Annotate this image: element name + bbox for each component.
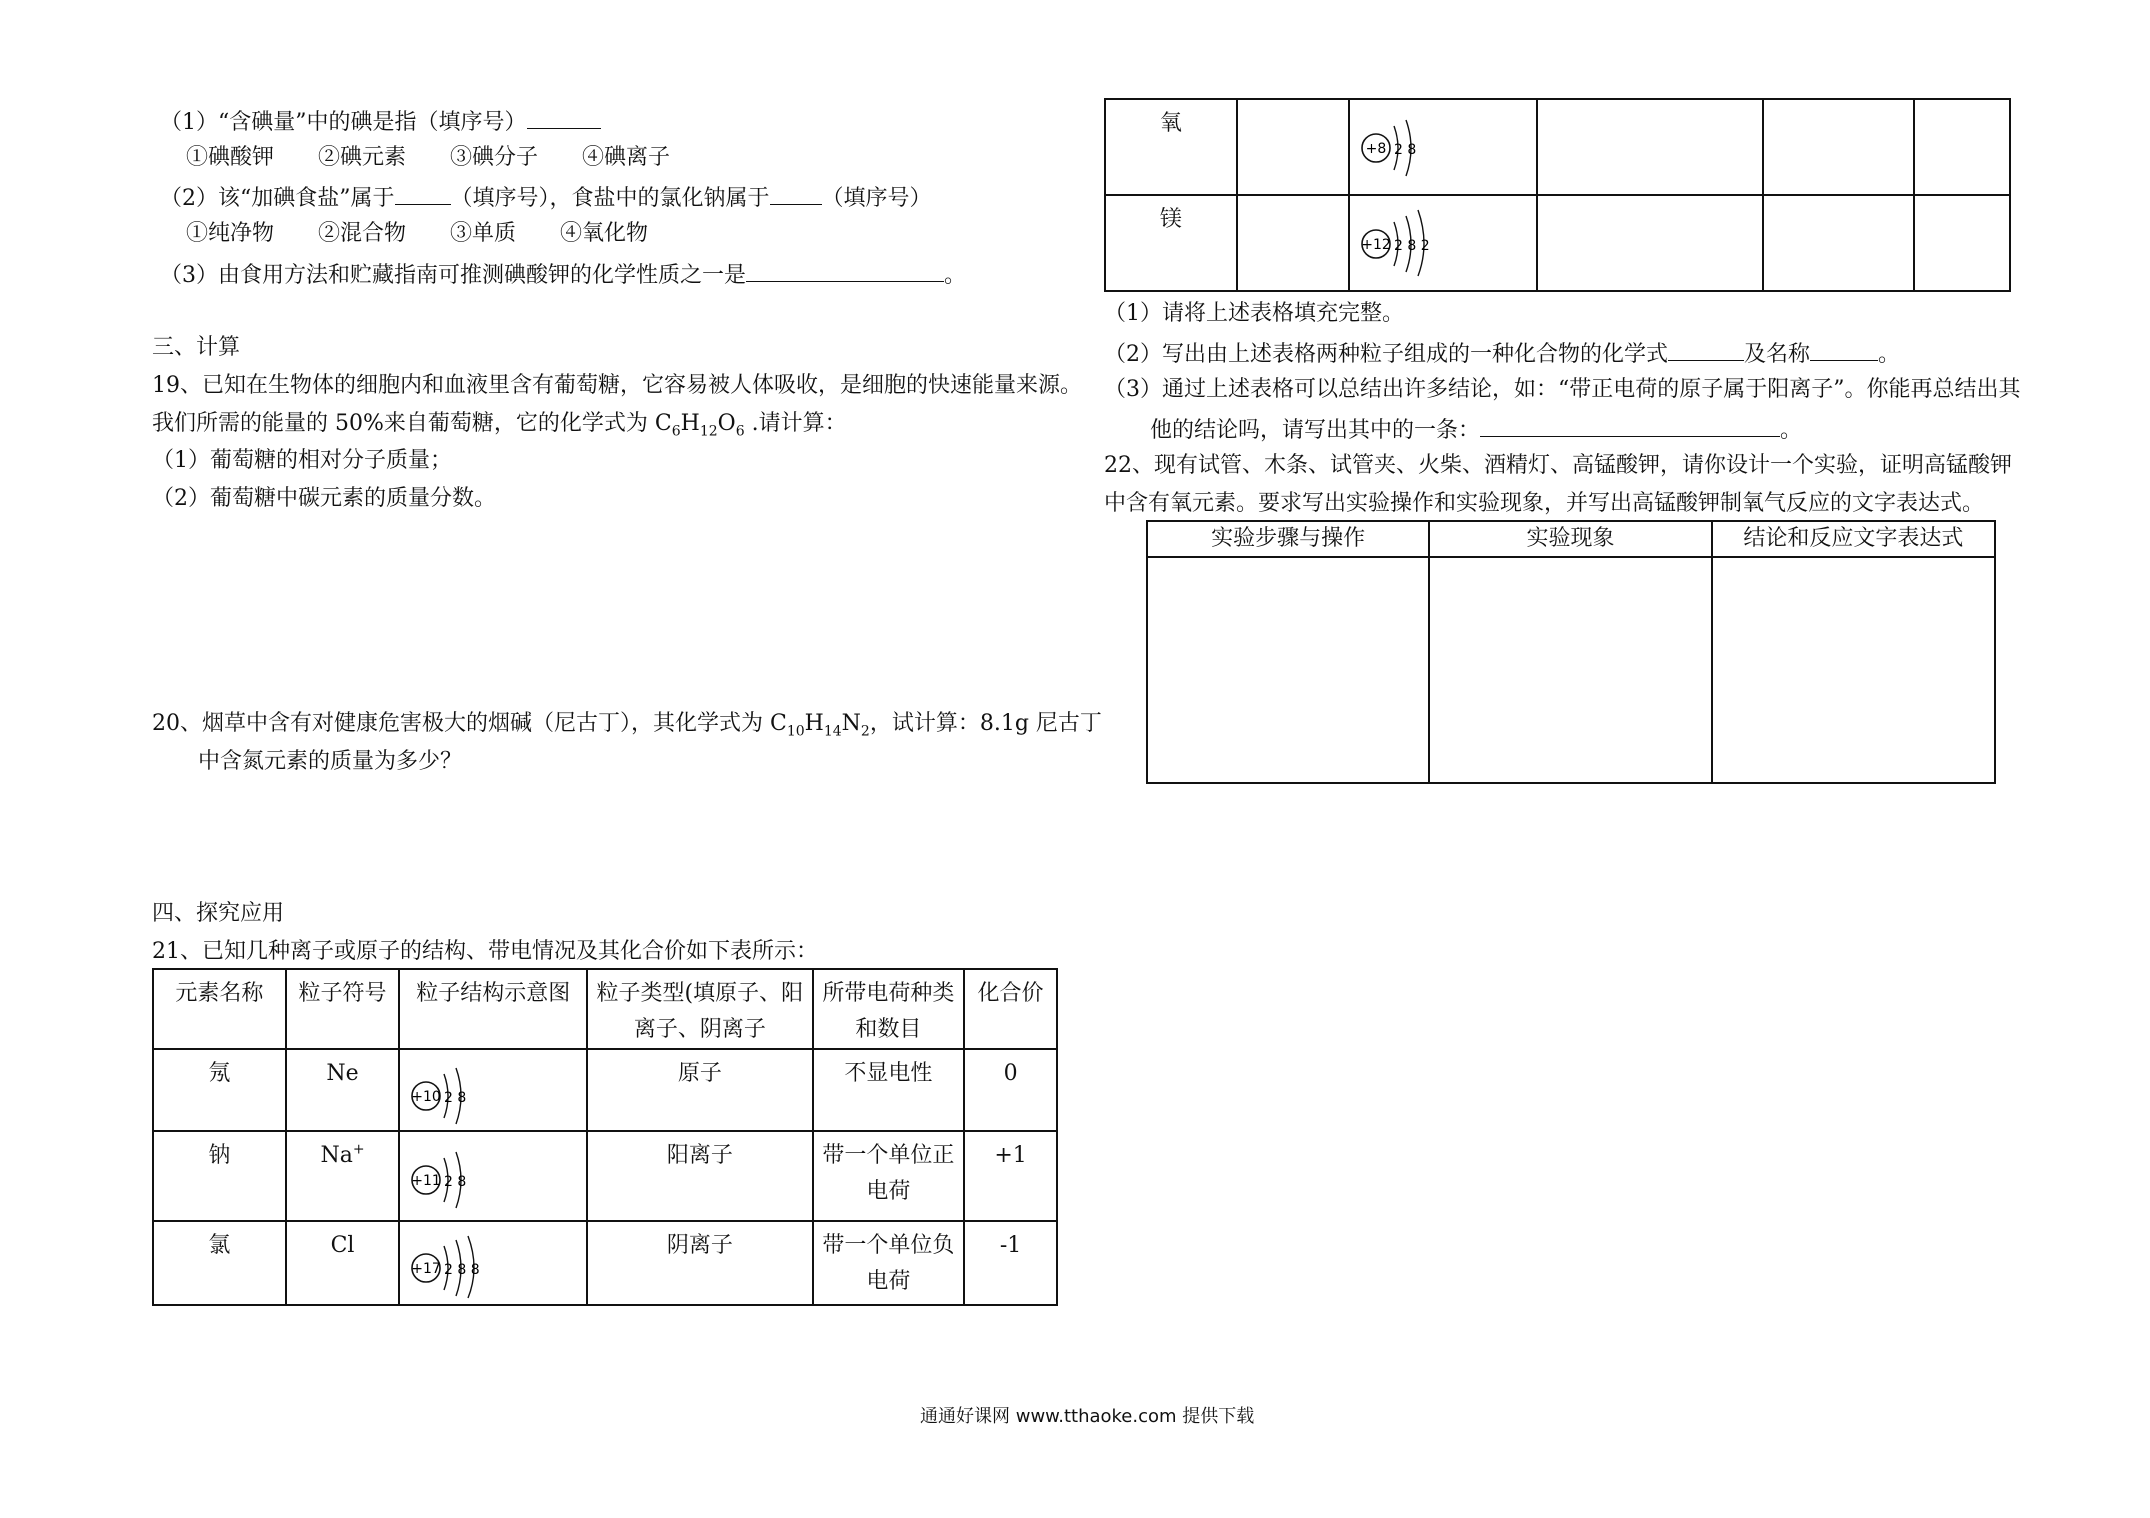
q20-line2: 中含氮元素的质量为多少？	[198, 749, 463, 774]
section-3-title: 三、计算	[152, 335, 241, 360]
answer-blank[interactable]	[1480, 414, 1780, 437]
q21-table-continued	[1104, 98, 2011, 292]
q19-line2: 我们所需的能量的 50%来自葡萄糖，它的化学式为 $C_6H_{12}O_6$ .请计算：	[152, 411, 847, 440]
answer-blank[interactable]	[1668, 338, 1744, 361]
element-name: 镁	[1105, 195, 1237, 291]
structure-diagram-cell	[1349, 195, 1537, 291]
q19-part1: （1）葡萄糖的相对分子质量；	[152, 448, 452, 473]
atom-structure-diagram	[1354, 106, 1444, 182]
svg-text:2 8: 2 8	[444, 1174, 467, 1190]
phenomenon-answer-cell[interactable]	[1429, 557, 1711, 783]
q21-table	[152, 968, 1058, 1306]
table-row	[153, 1131, 1057, 1221]
atom-structure-diagram	[404, 1138, 494, 1214]
header-charge: 所带电荷种类和数目	[813, 969, 965, 1049]
svg-text:2 8 2: 2 8 2	[1394, 238, 1431, 254]
valence: +1	[964, 1131, 1057, 1221]
element-name: 氖	[153, 1049, 286, 1131]
q18-part2: （2）该“加碘食盐”属于 （填序号），食盐中的氯化钠属于 （填序号）	[160, 182, 932, 213]
q20-line1: 20、烟草中含有对健康危害极大的烟碱（尼古丁），其化学式为 $C_{10}H_{14}N_2$，试计算：8.1g 尼古丁	[152, 711, 1102, 740]
structure-diagram-cell	[399, 1221, 587, 1305]
particle-type: 阳离子	[587, 1131, 812, 1221]
element-name: 氯	[153, 1221, 286, 1305]
valence-blank[interactable]	[1914, 99, 2010, 195]
atom-structure-diagram	[404, 1056, 494, 1126]
particle-type: 原子	[587, 1049, 812, 1131]
section-4-title: 四、探究应用	[152, 901, 285, 926]
atom-structure-diagram	[1354, 202, 1454, 278]
q18-part2-options: ①纯净物 ②混合物 ③单质 ④氧化物	[186, 221, 649, 246]
particle-symbol: Cl	[286, 1221, 400, 1305]
header-element-name: 元素名称	[153, 969, 286, 1049]
conclusion-answer-cell[interactable]	[1712, 557, 1995, 783]
structure-diagram-cell	[1349, 99, 1537, 195]
structure-diagram-cell	[399, 1049, 587, 1131]
svg-text:+12: +12	[1361, 237, 1392, 253]
charge-blank[interactable]	[1763, 99, 1915, 195]
header-procedure: 实验步骤与操作	[1147, 521, 1429, 557]
table-header-row	[153, 969, 1057, 1049]
table-row	[153, 1049, 1057, 1131]
q21-part1: （1）请将上述表格填充完整。	[1104, 301, 1404, 326]
valence: -1	[964, 1221, 1057, 1305]
q19-part2: （2）葡萄糖中碳元素的质量分数。	[152, 486, 496, 511]
svg-text:+10: +10	[411, 1089, 442, 1105]
charge: 带一个单位正电荷	[813, 1131, 965, 1221]
q19-line1: 19、已知在生物体的细胞内和血液里含有葡萄糖，它容易被人体吸收，是细胞的快速能量来源。	[152, 373, 1082, 398]
svg-text:+17: +17	[411, 1261, 442, 1277]
q22-line1: 22、现有试管、木条、试管夹、火柴、酒精灯、高锰酸钾，请你设计一个实验，证明高锰酸钾	[1104, 453, 2012, 478]
valence-blank[interactable]	[1914, 195, 2010, 291]
q21-part3-line2: 他的结论吗，请写出其中的一条： 。	[1150, 414, 1802, 445]
charge: 不显电性	[813, 1049, 965, 1131]
structure-diagram-cell	[399, 1131, 587, 1221]
q21-part3-line1: （3）通过上述表格可以总结出许多结论，如：“带正电荷的原子属于阳离子”。你能再总结出其	[1104, 377, 2021, 402]
svg-text:2 8: 2 8	[1394, 142, 1417, 158]
answer-blank[interactable]	[770, 182, 822, 205]
svg-text:2 8: 2 8	[444, 1090, 467, 1106]
charge: 带一个单位负电荷	[813, 1221, 965, 1305]
charge-blank[interactable]	[1763, 195, 1915, 291]
answer-blank[interactable]	[395, 182, 451, 205]
answer-blank[interactable]	[1810, 338, 1878, 361]
element-name: 钠	[153, 1131, 286, 1221]
answer-blank[interactable]	[746, 259, 944, 282]
table-row	[1147, 557, 1995, 783]
q21-intro: 21、已知几种离子或原子的结构、带电情况及其化合价如下表所示：	[152, 939, 818, 964]
valence: 0	[964, 1049, 1057, 1131]
header-valence: 化合价	[964, 969, 1057, 1049]
header-particle-symbol: 粒子符号	[286, 969, 400, 1049]
header-phenomenon: 实验现象	[1429, 521, 1711, 557]
table-row	[1105, 99, 2010, 195]
table-row	[153, 1221, 1057, 1305]
procedure-answer-cell[interactable]	[1147, 557, 1429, 783]
q18-part3: （3）由食用方法和贮藏指南可推测碘酸钾的化学性质之一是 。	[160, 259, 966, 290]
footer-source: 通通好课网 www.tthaoke.com 提供下载	[920, 1406, 1255, 1427]
atom-structure-diagram	[404, 1228, 504, 1300]
answer-blank[interactable]	[527, 106, 601, 129]
q22-line2: 中含有氧元素。要求写出实验操作和实验现象，并写出高锰酸钾制氧气反应的文字表达式。	[1104, 491, 1985, 516]
header-structure-diagram: 粒子结构示意图	[399, 969, 587, 1049]
q21-part2: （2）写出由上述表格两种粒子组成的一种化合物的化学式 及名称 。	[1104, 338, 1900, 369]
q18-part1-options: ①碘酸钾 ②碘元素 ③碘分子 ④碘离子	[186, 145, 671, 170]
svg-text:+8: +8	[1366, 141, 1387, 157]
svg-text:2 8 8: 2 8 8	[444, 1262, 481, 1278]
table-row	[1105, 195, 2010, 291]
header-conclusion: 结论和反应文字表达式	[1712, 521, 1995, 557]
q18-part1: （1）“含碘量”中的碘是指（填序号）	[160, 106, 601, 137]
particle-symbol-blank[interactable]	[1237, 99, 1350, 195]
table-header-row	[1147, 521, 1995, 557]
particle-symbol: Ne	[286, 1049, 400, 1131]
q22-table	[1146, 520, 1996, 784]
particle-type-blank[interactable]	[1537, 99, 1762, 195]
svg-text:+11: +11	[411, 1173, 442, 1189]
particle-symbol: Na+	[286, 1131, 400, 1221]
element-name: 氧	[1105, 99, 1237, 195]
particle-type-blank[interactable]	[1537, 195, 1762, 291]
particle-symbol-blank[interactable]	[1237, 195, 1350, 291]
particle-type: 阴离子	[587, 1221, 812, 1305]
header-particle-type: 粒子类型(填原子、阳离子、阴离子	[587, 969, 812, 1049]
